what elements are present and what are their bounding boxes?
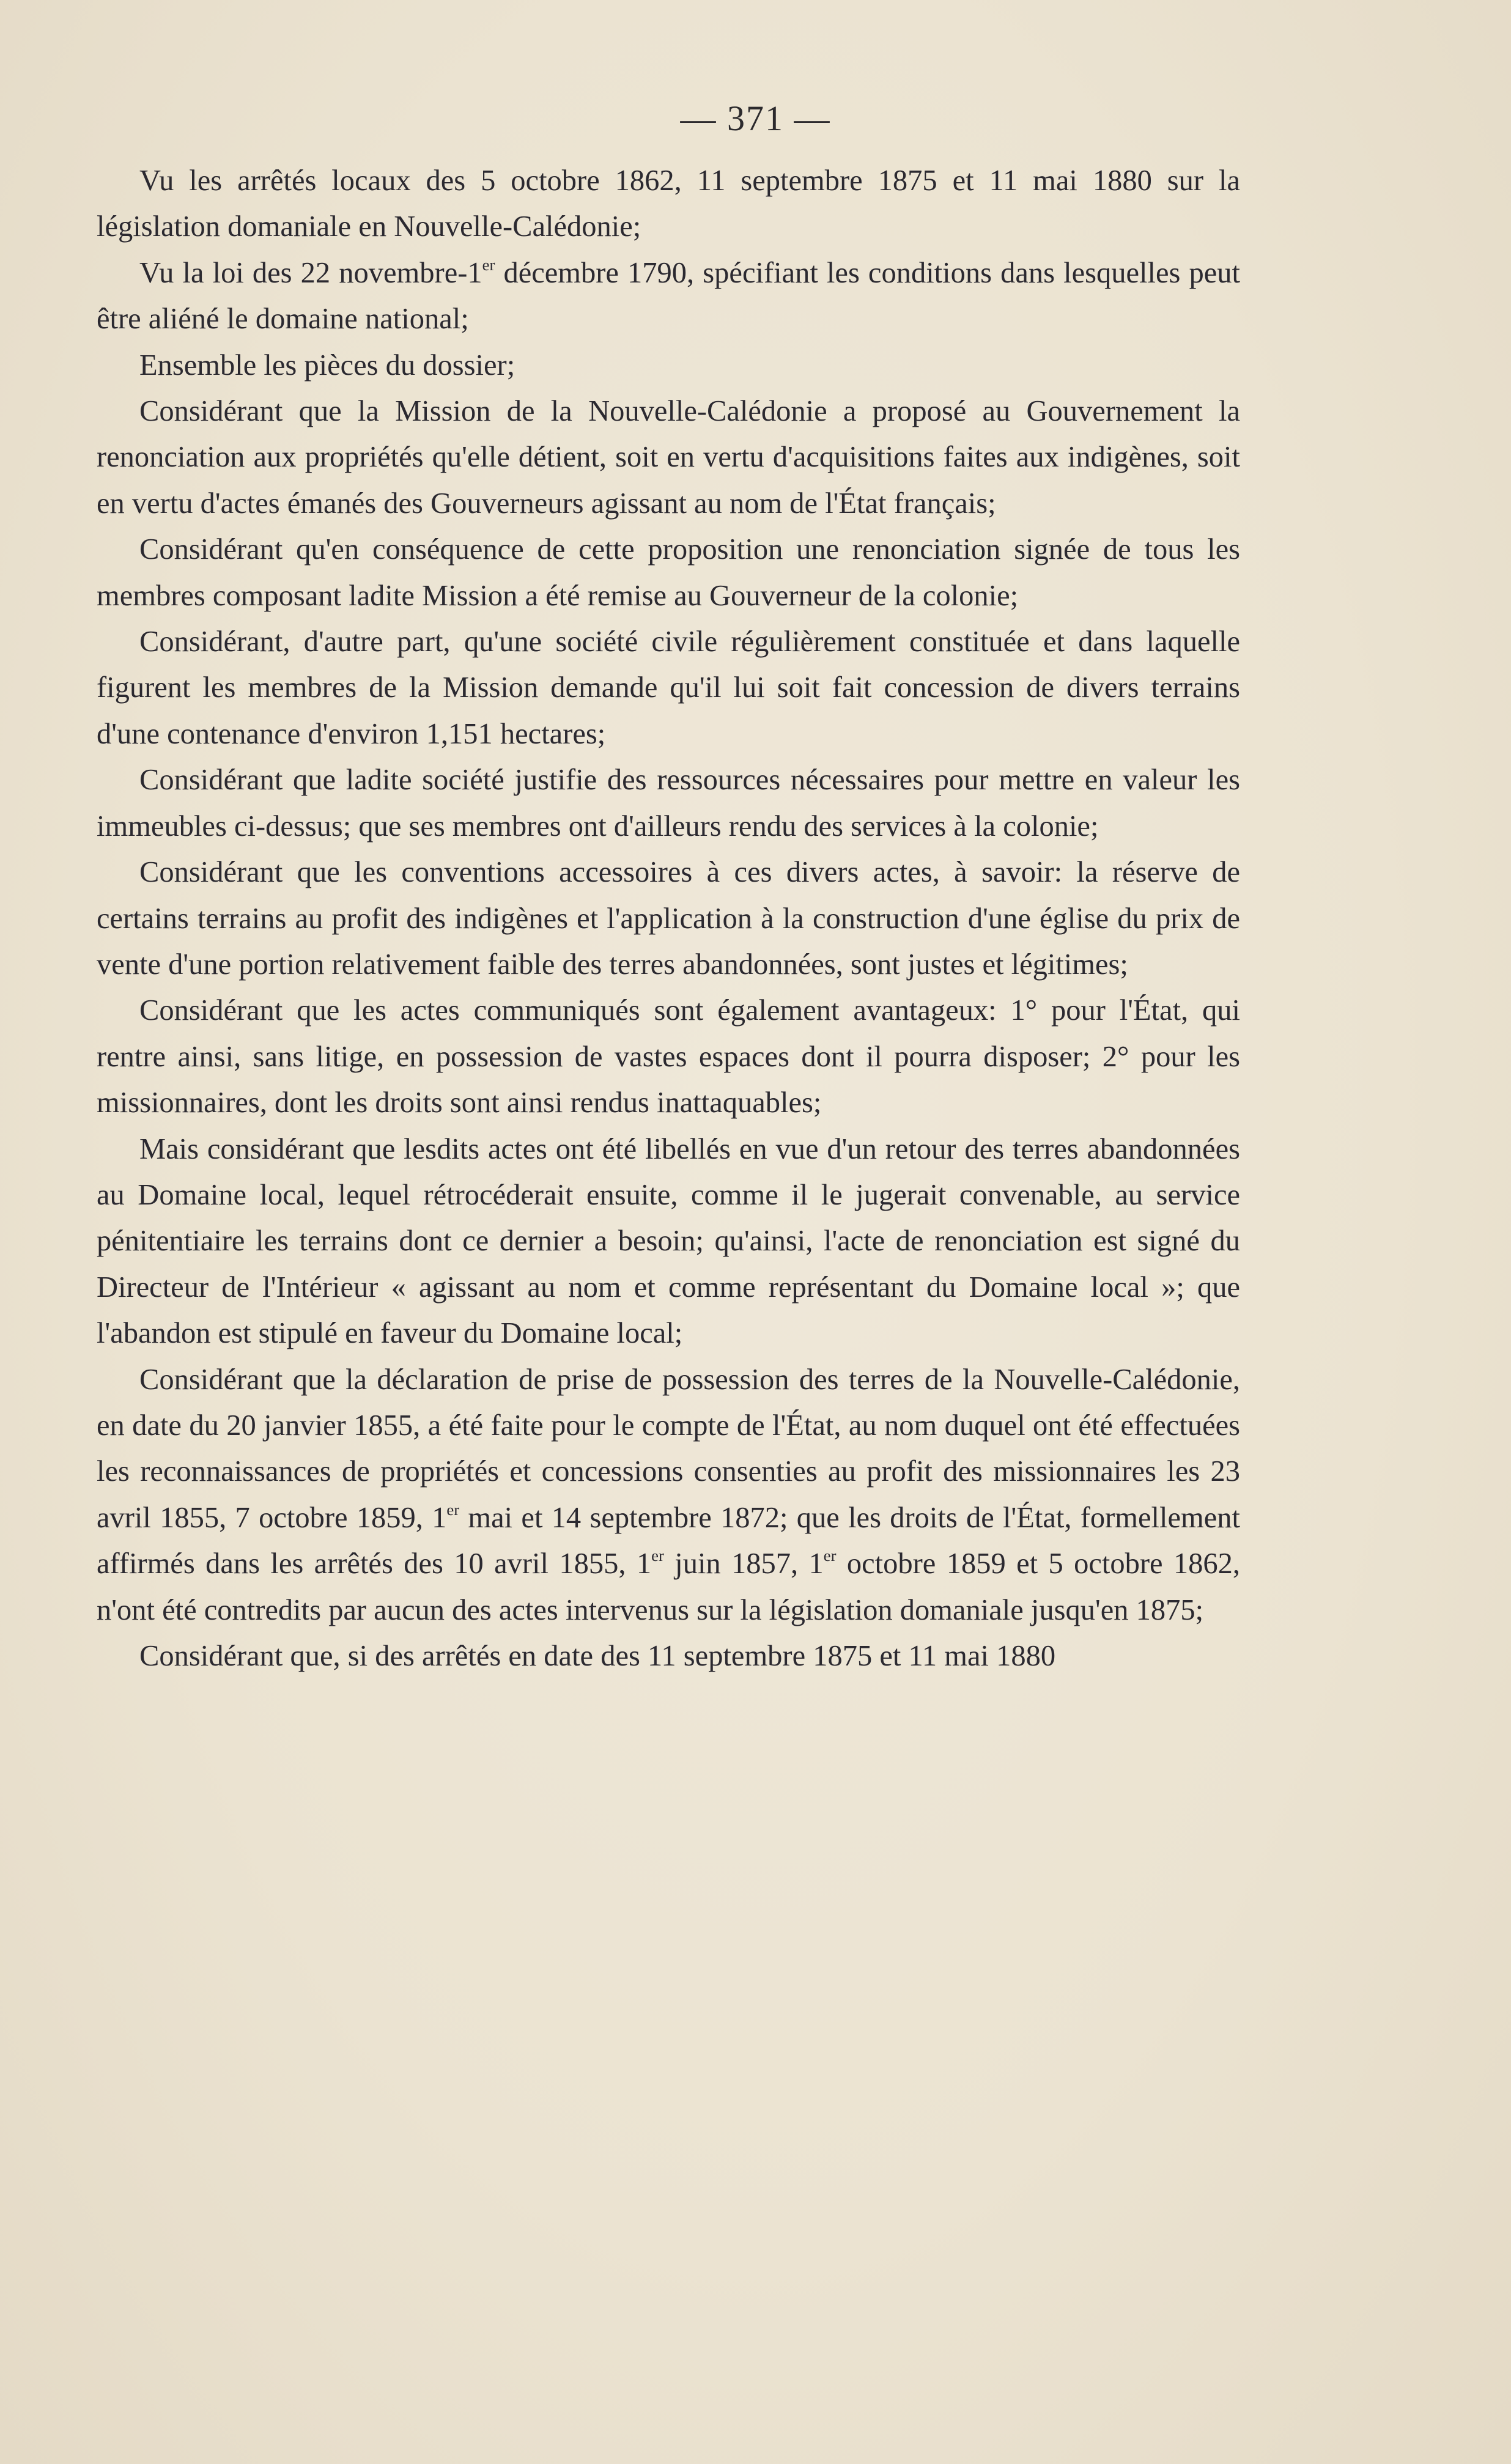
paragraph: Considérant que la Mission de la Nouvelle-Calédonie a proposé au Gouvernement la renonciation aux propriétés qu'elle détient, soit en vertu d'acquisitions faites aux indigènes, soit en vertu d'actes émanés des Gouverneurs agissant au nom de l'État français; (97, 395, 1240, 520)
body-text (97, 158, 1240, 1679)
paragraph: Vu la loi des 22 novembre-1er décembre 1790, spécifiant les conditions dans lesquelles peut être aliéné le domaine national; (97, 255, 1241, 336)
paragraph: Considérant que les conventions accessoires à ces divers actes, à savoir: la réserve de certains terrains au profit des indigènes et l'application à la construction d'une église du prix de vente d'une portion relativement faible des terres abandonnées, sont justes et légitimes; (97, 856, 1240, 981)
paragraph: Considérant que la déclaration de prise de possession des terres de la Nouvelle-Calédonie, en date du 20 janvier 1855, a été faite pour le compte de l'État, au nom duquel ont été effectuées les reconnaissances de propriétés et concessions consenties au profit des missionnaires les 23 avril 1855, 7 octobre 1859, 1er mai et 14 septembre 1872; que les droits de l'État, formellement affirmés dans les arrêtés des 10 avril 1855, 1er juin 1857, 1er octobre 1859 et 5 octobre 1862, n'ont été contredits par aucun des actes intervenus sur la législation domaniale jusqu'en 1875; (97, 1363, 1240, 1626)
paragraph: Considérant qu'en conséquence de cette proposition une renonciation signée de tous les membres composant ladite Mission a été remise au Gouverneur de la colonie; (97, 533, 1240, 612)
paragraph: Considérant que, si des arrêtés en date des 11 septembre 1875 et 11 mai 1880 (139, 1640, 1056, 1672)
paragraph: Considérant que les actes communiqués sont également avantageux: 1° pour l'État, qui rentre ainsi, sans litige, en possession de vastes espaces dont il pourra disposer; 2° pour les missionnaires, dont les droits sont ainsi rendus inattaquables; (97, 994, 1240, 1119)
page-number: — 371 — (680, 98, 831, 138)
paragraph: Ensemble les pièces du dossier; (139, 349, 515, 382)
paragraph: Vu les arrêtés locaux des 5 octobre 1862, 11 septembre 1875 et 11 mai 1880 sur la législation domaniale en Nouvelle-Calédonie; (97, 164, 1240, 243)
paragraph: Mais considérant que lesdits actes ont été libellés en vue d'un retour des terres abandonnées au Domaine local, lequel rétrocéderait ensuite, comme il le jugerait convenable, au service pénitentiaire les terrains dont ce dernier a besoin; qu'ainsi, l'acte de renonciation est signé du Directeur de l'Intérieur « agissant au nom et comme représentant du Domaine local »; que l'abandon est stipulé en faveur du Domaine local; (97, 1132, 1240, 1350)
paragraph: Considérant, d'autre part, qu'une société civile régulièrement constituée et dans laquelle figurent les membres de la Mission demande qu'il lui soit fait concession de divers terrains d'une contenance d'environ 1,151 hectares; (97, 625, 1240, 750)
paragraph: Considérant que ladite société justifie des ressources nécessaires pour mettre en valeur les immeubles ci-dessus; que ses membres ont d'ailleurs rendu des services à la colonie; (97, 764, 1240, 843)
